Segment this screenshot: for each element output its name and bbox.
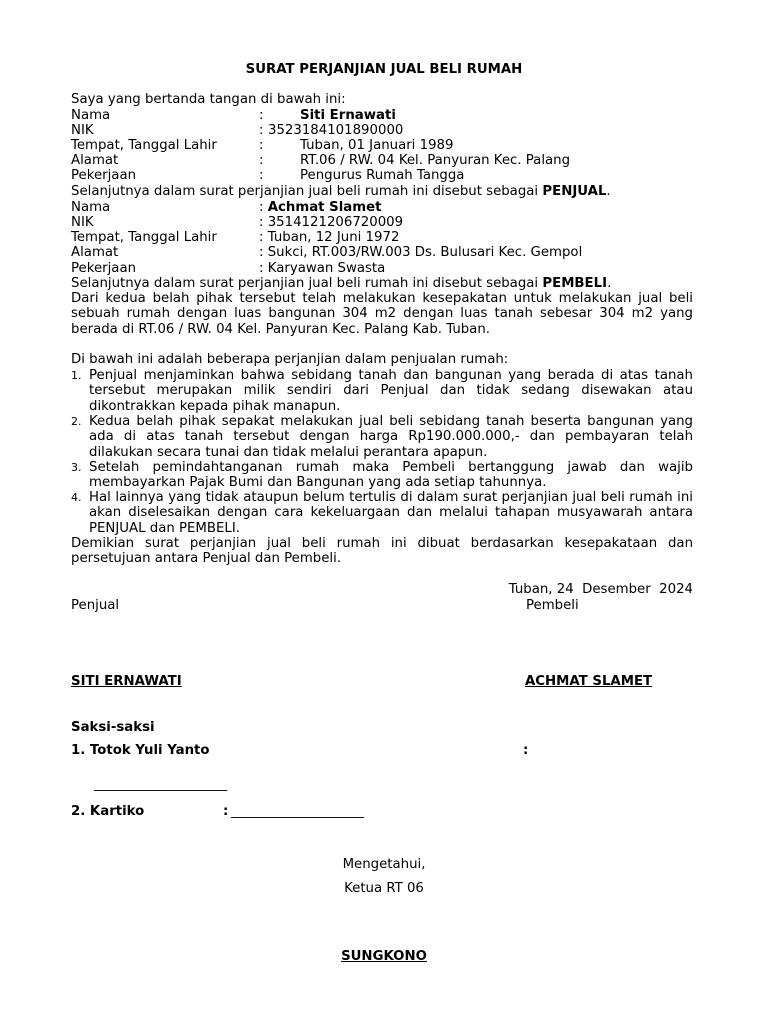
rt-head-name-wrapper	[0, 949, 768, 964]
buyer-nik	[259, 215, 403, 230]
witness-1-signature-line: ____________________	[94, 777, 227, 792]
buyer-address-label: Alamat	[71, 245, 119, 260]
clause-text: Setelah pemindahtanganan rumah maka Pembeli bertanggung jawab dan wajib membayarkan Pajak Bumi dan Bangunan yang ada setiap tahunnya.	[89, 460, 693, 491]
buyer-birth-label: Tempat, Tanggal Lahir	[71, 230, 217, 245]
seller-nik-colon: :	[259, 123, 264, 138]
clause-number: 3.	[71, 461, 82, 474]
clause-text: Penjual menjaminkan bahwa sebidang tanah dan bangunan yang berada di atas tanah tersebut merupakan milik sendiri dari Penjual dan tidak sedang disewakan atau dikontrakkan kepada pihak manapun.	[89, 368, 693, 414]
buyer-job-colon: :	[259, 261, 264, 276]
buyer-nik-value: 3514121206720009	[267, 215, 404, 230]
clause-number: 4.	[71, 491, 82, 504]
buyer-birth	[259, 230, 399, 245]
seller-birth-value: Tuban, 01 Januari 1989	[300, 138, 454, 153]
seller-nik-label: NIK	[71, 123, 94, 138]
seller-birth-label: Tempat, Tanggal Lahir	[71, 138, 217, 153]
seller-job-value: Pengurus Rumah Tangga	[300, 168, 465, 183]
buyer-name-label: Nama	[71, 200, 111, 215]
rt-head-name: SUNGKONO	[341, 949, 427, 964]
seller-signature-name: SITI ERNAWATI	[71, 674, 182, 689]
buyer-job	[259, 261, 385, 276]
seller-birth-colon: :	[259, 138, 264, 153]
buyer-birth-colon: :	[259, 230, 264, 245]
rt-head-title: Ketua RT 06	[344, 881, 424, 896]
witness-2-colon: :	[223, 804, 229, 819]
clause-item	[71, 490, 693, 536]
clause-item	[71, 368, 693, 414]
buyer-role-label: Pembeli	[526, 598, 579, 613]
seller-name-value: Siti Ernawati	[300, 108, 396, 123]
seller-designation	[71, 184, 611, 199]
buyer-birth-value: Tuban, 12 Juni 1972	[267, 230, 400, 245]
witness-2-signature-line: ____________________	[231, 804, 364, 819]
witness-1-name: 1. Totok Yuli Yanto	[71, 743, 210, 758]
buyer-designation	[71, 276, 611, 291]
acknowledged-label: Mengetahui,	[342, 857, 426, 872]
seller-role-label: Penjual	[71, 598, 120, 613]
seller-designation-suffix: .	[606, 184, 611, 199]
buyer-designation-prefix: Selanjutnya dalam surat perjanjian jual beli rumah ini disebut sebagai	[71, 276, 543, 291]
buyer-address-colon: :	[259, 245, 264, 260]
place-date: Tuban, 24 Desember 2024	[508, 582, 693, 597]
seller-name-colon: :	[259, 108, 264, 123]
witnesses-heading: Saksi-saksi	[71, 720, 155, 735]
clauses-list	[71, 368, 693, 536]
seller-address-label: Alamat	[71, 153, 119, 168]
buyer-name-colon	[259, 200, 382, 215]
clause-number: 1.	[71, 369, 82, 382]
seller-nik-value: 3523184101890000	[268, 123, 404, 138]
clause-text: Hal lainnya yang tidak ataupun belum tertulis di dalam surat perjanjian jual beli rumah ini akan diselesaikan dengan cara kekeluargaan dan melalui tahapan musyawarah antara PENJUAL dan PEMBELI.	[89, 490, 693, 536]
buyer-signature-name: ACHMAT SLAMET	[525, 674, 653, 689]
seller-address-colon: :	[259, 153, 264, 168]
buyer-designation-term: PEMBELI	[542, 276, 608, 291]
witness-2-name: 2. Kartiko	[71, 804, 145, 819]
buyer-address-value: Sukci, RT.003/RW.003 Ds. Bulusari Kec. Gempol	[267, 245, 583, 260]
clause-number: 2.	[71, 415, 82, 428]
buyer-address	[259, 245, 582, 260]
buyer-designation-suffix: .	[607, 276, 612, 291]
clause-item	[71, 414, 693, 460]
buyer-job-label: Pekerjaan	[71, 261, 137, 276]
seller-designation-prefix: Selanjutnya dalam surat perjanjian jual beli rumah ini disebut sebagai	[71, 184, 543, 199]
buyer-name-colon-char: :	[259, 200, 264, 215]
clause-text: Kedua belah pihak sepakat melakukan jual beli sebidang tanah beserta bangunan yang ada di atas tanah tersebut dengan harga Rp190.000.000,- dan pembayaran telah dilakukan secara tunai dan tidak melalui perantara apapun.	[89, 414, 693, 460]
agreement-paragraph: Dari kedua belah pihak tersebut telah melakukan kesepakatan untuk melakukan jual beli sebuah rumah dengan luas bangunan 304 m2 dengan luas tanah sebesar 304 m2 yang berada di RT.06 / RW. 04 Kel. Panyuran Kec. Palang Kab. Tuban.	[71, 291, 693, 337]
buyer-nik-label: NIK	[71, 215, 94, 230]
buyer-nik-colon: :	[259, 215, 264, 230]
buyer-name-value: Achmat Slamet	[267, 200, 382, 215]
seller-designation-term: PENJUAL	[542, 184, 607, 199]
seller-address-value: RT.06 / RW. 04 Kel. Panyuran Kec. Palang	[300, 153, 571, 168]
buyer-job-value: Karyawan Swasta	[267, 261, 386, 276]
document-title: SURAT PERJANJIAN JUAL BELI RUMAH	[245, 62, 523, 77]
seller-name-label: Nama	[71, 108, 111, 123]
seller-job-label: Pekerjaan	[71, 168, 137, 183]
intro-text: Saya yang bertanda tangan di bawah ini:	[71, 92, 346, 107]
witness-1-colon: :	[523, 743, 529, 758]
seller-job-colon: :	[259, 168, 264, 183]
clauses-intro: Di bawah ini adalah beberapa perjanjian dalam penjualan rumah:	[71, 352, 509, 367]
closing-paragraph: Demikian surat perjanjian jual beli rumah ini dibuat berdasarkan kesepakataan dan persetujuan antara Penjual dan Pembeli.	[71, 536, 693, 567]
clause-item	[71, 460, 693, 490]
